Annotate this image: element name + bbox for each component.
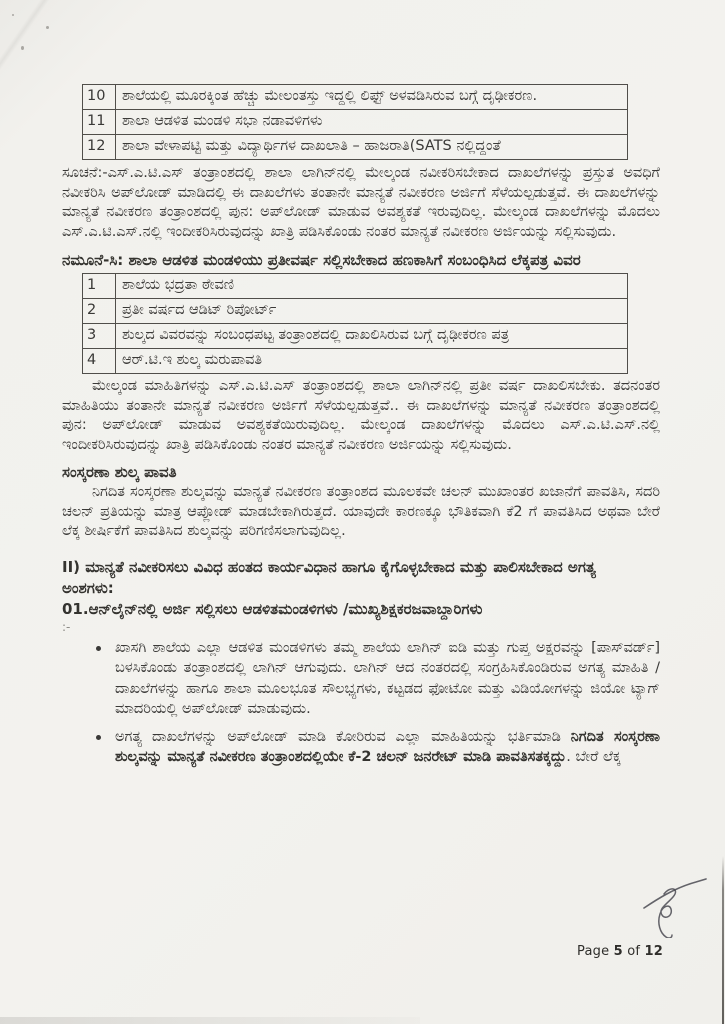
handwritten-signature-mark xyxy=(640,876,712,938)
bullet-text-lead: ಅಗತ್ಯ ದಾಖಲೆಗಳನ್ನು ಅಪ್‌ಲೋಡ್ ಮಾಡಿ ಕೋರಿರುವ ಎಲ್ಲಾ ಮಾಹಿತಿಯನ್ನು ಭರ್ತಿಮಾಡಿ xyxy=(115,728,571,745)
scan-crease-mark xyxy=(0,0,148,73)
row-text-cell: ಆರ್.ಟಿ.ಇ ಶುಲ್ಕ ಮರುಪಾವತಿ xyxy=(116,349,628,374)
bullet-item xyxy=(62,727,660,768)
row-number-cell: 12 xyxy=(83,135,116,160)
table-row xyxy=(83,135,628,160)
row-text-cell: ಶುಲ್ಕದ ವಿವರವನ್ನು ಸಂಬಂಧಪಟ್ಟ ತಂತ್ರಾಂಶದಲ್ಲಿ ದಾಖಲಿಸಿರುವ ಬಗ್ಗೆ ದೃಢೀಕರಣ ಪತ್ರ xyxy=(116,324,628,349)
fee-section-heading: ಸಂಸ್ಕರಣಾ ಶುಲ್ಕ ಪಾವತಿ xyxy=(62,463,177,481)
row-number-cell: 1 xyxy=(83,274,116,299)
row-number-cell: 3 xyxy=(83,324,116,349)
row-number-cell: 10 xyxy=(83,85,116,110)
section-2-subheading: ಅಂಶಗಳು: xyxy=(62,578,114,597)
form-c-heading: ನಮೂನೆ-ಸಿ: ಶಾಲಾ ಆಡಳಿತ ಮಂಡಳಿಯು ಪ್ರತೀವರ್ಷ ಸಲ್ಲಿಸಬೇಕಾದ ಹಣಕಾಸಿಗೆ ಸಂಬಂಧಿಸಿದ ಲೆಕ್ಕಪತ್ರ ವಿವರ xyxy=(62,251,581,269)
table-row xyxy=(83,110,628,135)
item-01-continuation: :- xyxy=(62,619,71,634)
scan-speck xyxy=(21,46,24,50)
row-number-cell: 2 xyxy=(83,299,116,324)
bullet-text: ಖಾಸಗಿ ಶಾಲೆಯ ಎಲ್ಲಾ ಆಡಳಿತ ಮಂಡಳಿಗಳು ತಮ್ಮ ಶಾಲೆಯ ಲಾಗಿನ್ ಐಡಿ ಮತ್ತು ಗುಪ್ತ ಅಕ್ಷರವನ್ನು [ಪಾಸ್‌ವರ್ಡ್] ಬಳಸಿಕೊಂಡು ತಂತ್ರಾಂಶದಲ್ಲಿ ಲಾಗಿನ್ ಆಗುವುದು. ಲಾಗಿನ್ ಆದ ನಂತರದಲ್ಲಿ ಸಂಗ್ರಹಿಸಿಕೊಂಡಿರುವ ಅಗತ್ಯ ಮಾಹಿತಿ /ದಾಖಲೆಗಳನ್ನು ಹಾಗೂ ಶಾಲಾ ಮೂಲಭೂತ ಸೌಲಭ್ಯಗಳು, ಕಟ್ಟಡದ ಫೋಟೋ ಮತ್ತು ವಿಡಿಯೋಗಳನ್ನು ಜಿಯೋ ಟ್ಯಾಗ್ ಮಾದರಿಯಲ್ಲಿ ಅಪ್‌ಲೋಡ್ ಮಾಡುವುದು. xyxy=(115,639,660,717)
footer-page-number: 5 xyxy=(613,944,623,959)
page-number-footer xyxy=(577,944,663,959)
bullet-dot-icon xyxy=(96,646,101,651)
row-text-cell: ಪ್ರತೀ ವರ್ಷದ ಆಡಿಟ್ ರಿಪೋರ್ಟ್ xyxy=(116,299,628,324)
bullet-text-bold: ನಿಗದಿತ ಸಂಸ್ಕರಣಾ ಶುಲ್ಕವನ್ನು ಮಾನ್ಯತೆ ನವೀಕರಣ ತಂತ್ರಾಂಶದಲ್ಲಿಯೇ ಕೆ-2 ಚಲನ್ ಜನರೇಟ್ ಮಾಡಿ ಪಾವತಿಸತಕ್ಕದ್ದು xyxy=(115,728,660,765)
item-01-heading: 01.ಆನ್‌ಲೈನ್‌ನಲ್ಲಿ ಅರ್ಜಿ ಸಲ್ಲಿಸಲು ಆಡಳಿತಮಂಡಳಿಗಳು /ಮುಖ್ಯಶಿಕ್ಷಕರಜವಾಬ್ದಾರಿಗಳು xyxy=(62,599,483,618)
row-number-cell: 4 xyxy=(83,349,116,374)
scan-speck xyxy=(46,26,49,29)
row-text-cell: ಶಾಲಾ ವೇಳಾಪಟ್ಟಿ ಮತ್ತು ವಿದ್ಯಾರ್ಥಿಗಳ ದಾಖಲಾತಿ – ಹಾಜರಾತಿ(SATS ನಲ್ಲಿದ್ದಂತೆ xyxy=(116,135,628,160)
scan-speck xyxy=(12,14,14,16)
table-row xyxy=(83,324,628,349)
footer-of-label: of xyxy=(627,944,641,959)
bullet-item xyxy=(62,638,660,720)
row-text-cell: ಶಾಲೆಯಲ್ಲಿ ಮೂರಕ್ಕಿಂತ ಹೆಚ್ಚು ಮೇಲಂತಸ್ತು ಇದ್ದಲ್ಲಿ ಲಿಫ್ಟ್ ಅಳವಡಿಸಿರುವ ಬಗ್ಗೆ ದೃಢೀಕರಣ. xyxy=(116,85,628,110)
scan-bottom-shadow xyxy=(0,1017,420,1024)
note-paragraph: ಸೂಚನೆ:-ಎಸ್.ಎ.ಟಿ.ಎಸ್ ತಂತ್ರಾಂಶದಲ್ಲಿ ಶಾಲಾ ಲಾಗಿನ್‌ನಲ್ಲಿ ಮೇಲ್ಕಂಡ ನವೀಕರಿಸಬೇಕಾದ ದಾಖಲೆಗಳನ್ನು ಪ್ರಸ್ತುತ ಅವಧಿಗೆ ನವೀಕರಿಸಿ ಅಪ್‌ಲೋಡ್ ಮಾಡಿದಲ್ಲಿ ಈ ದಾಖಲೆಗಳು ತಂತಾನೇ ಮಾನ್ಯತೆ ನವೀಕರಣ ಅರ್ಜಿಗೆ ಸೆಳೆಯಲ್ಪಡುತ್ತವೆ. ಈ ದಾಖಲೆಗಳನ್ನು ಮಾನ್ಯತೆ ನವೀಕರಣ ತಂತ್ರಾಂಶದಲ್ಲಿ ಪುನ: ಅಪ್‌ಲೋಡ್ ಮಾಡುವ ಅವಶ್ಯಕತೆ ಇರುವುದಿಲ್ಲ. ಮೇಲ್ಕಂಡ ದಾಖಲೆಗಳನ್ನು ಮೊದಲು ಎಸ್.ಎ.ಟಿ.ಎಸ್.ನಲ್ಲಿ ಇಂದೀಕರಿಸಿರುವುದನ್ನು ಖಾತ್ರಿ ಪಡಿಸಿಕೊಂಡು ನಂತರ ಮಾನ್ಯತೆ ನವೀಕರಣ ಅರ್ಜಿಯನ್ನು ಸಲ್ಲಿಸುವುದು. xyxy=(62,165,660,240)
form-c-paragraph: ಮೇಲ್ಕಂಡ ಮಾಹಿತಿಗಳನ್ನು ಎಸ್.ಎ.ಟಿ.ಎಸ್ ತಂತ್ರಾಂಶದಲ್ಲಿ ಶಾಲಾ ಲಾಗಿನ್‌ನಲ್ಲಿ ಪ್ರತೀ ವರ್ಷ ದಾಖಲಿಸಬೇಕು. ತದನಂತರ ಮಾಹಿತಿಯು ತಂತಾನೇ ಮಾನ್ಯತೆ ನವೀಕರಣ ಅರ್ಜಿಗೆ ಸೆಳೆಯಲ್ಪಡುತ್ತವೆ.. ಈ ದಾಖಲೆಗಳನ್ನು ಮಾನ್ಯತೆ ನವೀಕರಣ ತಂತ್ರಾಂಶದಲ್ಲಿ ಪುನ: ಅಪ್‌ಲೋಡ್ ಮಾಡುವ ಅವಶ್ಯಕತೆಯಿರುವುದಿಲ್ಲ. ಮೇಲ್ಕಂಡ ದಾಖಲೆಗಳನ್ನು ಮೊದಲು ಎಸ್.ಎ.ಟಿ.ಎಸ್.ನಲ್ಲಿ ಇಂದೀಕರಿಸಿರುವುದನ್ನು ಖಾತ್ರಿ ಪಡಿಸಿಕೊಂಡು ನಂತರ ಮಾನ್ಯತೆ ನವೀಕರಣ ಅರ್ಜಿಯನ್ನು ಸಲ್ಲಿಸುವುದು. xyxy=(62,378,660,453)
form-c-table xyxy=(82,273,628,374)
scan-edge-line xyxy=(722,856,724,1024)
footer-total-pages: 12 xyxy=(644,944,663,959)
document-content xyxy=(62,84,660,768)
bullet-dot-icon xyxy=(96,735,101,740)
row-number-cell: 11 xyxy=(83,110,116,135)
table-row xyxy=(83,85,628,110)
table-row xyxy=(83,349,628,374)
responsibility-bullet-list xyxy=(62,638,660,768)
bullet-text-tail: . ಬೇರೆ ಲೆಕ್ಕ xyxy=(566,749,621,765)
section-2-heading: II) ಮಾನ್ಯತೆ ನವೀಕರಿಸಲು ವಿವಿಧ ಹಂತದ ಕಾರ್ಯವಿಧಾನ ಹಾಗೂ ಕೈಗೊಳ್ಳಬೇಕಾದ ಮತ್ತು ಪಾಲಿಸಬೇಕಾದ ಅಗತ್ಯ xyxy=(62,557,596,576)
document-checklist-table xyxy=(82,84,628,160)
row-text-cell: ಶಾಲಾ ಆಡಳಿತ ಮಂಡಳಿ ಸಭಾ ನಡಾವಳಿಗಳು xyxy=(116,110,628,135)
row-text-cell: ಶಾಲೆಯ ಭದ್ರತಾ ಠೇವಣಿ xyxy=(116,274,628,299)
fee-section-paragraph: ನಿಗದಿತ ಸಂಸ್ಕರಣಾ ಶುಲ್ಕವನ್ನು ಮಾನ್ಯತೆ ನವೀಕರಣ ತಂತ್ರಾಂಶದ ಮೂಲಕವೇ ಚಲನ್ ಮುಖಾಂತರ ಖಜಾನೆಗೆ ಪಾವತಿಸಿ, ಸದರಿ ಚಲನ್ ಪ್ರತಿಯನ್ನು ಮಾತ್ರ ಆಪ್ಲೋಡ್ ಮಾಡಬೇಕಾಗಿರುತ್ತದೆ. ಯಾವುದೇ ಕಾರಣಕ್ಕೂ ಭೌತಿಕವಾಗಿ ಕೆ2 ಗೆ ಪಾವತಿಸಿದ ಅಥವಾ ಬೇರೆ ಲೆಕ್ಕ ಶೀರ್ಷಿಕೆಗೆ ಪಾವತಿಸಿದ ಶುಲ್ಕವನ್ನು ಪರಿಗಣಿಸಲಾಗುವುದಿಲ್ಲ. xyxy=(62,484,660,539)
table-row xyxy=(83,299,628,324)
table-row xyxy=(83,274,628,299)
footer-page-label: Page xyxy=(577,944,610,959)
